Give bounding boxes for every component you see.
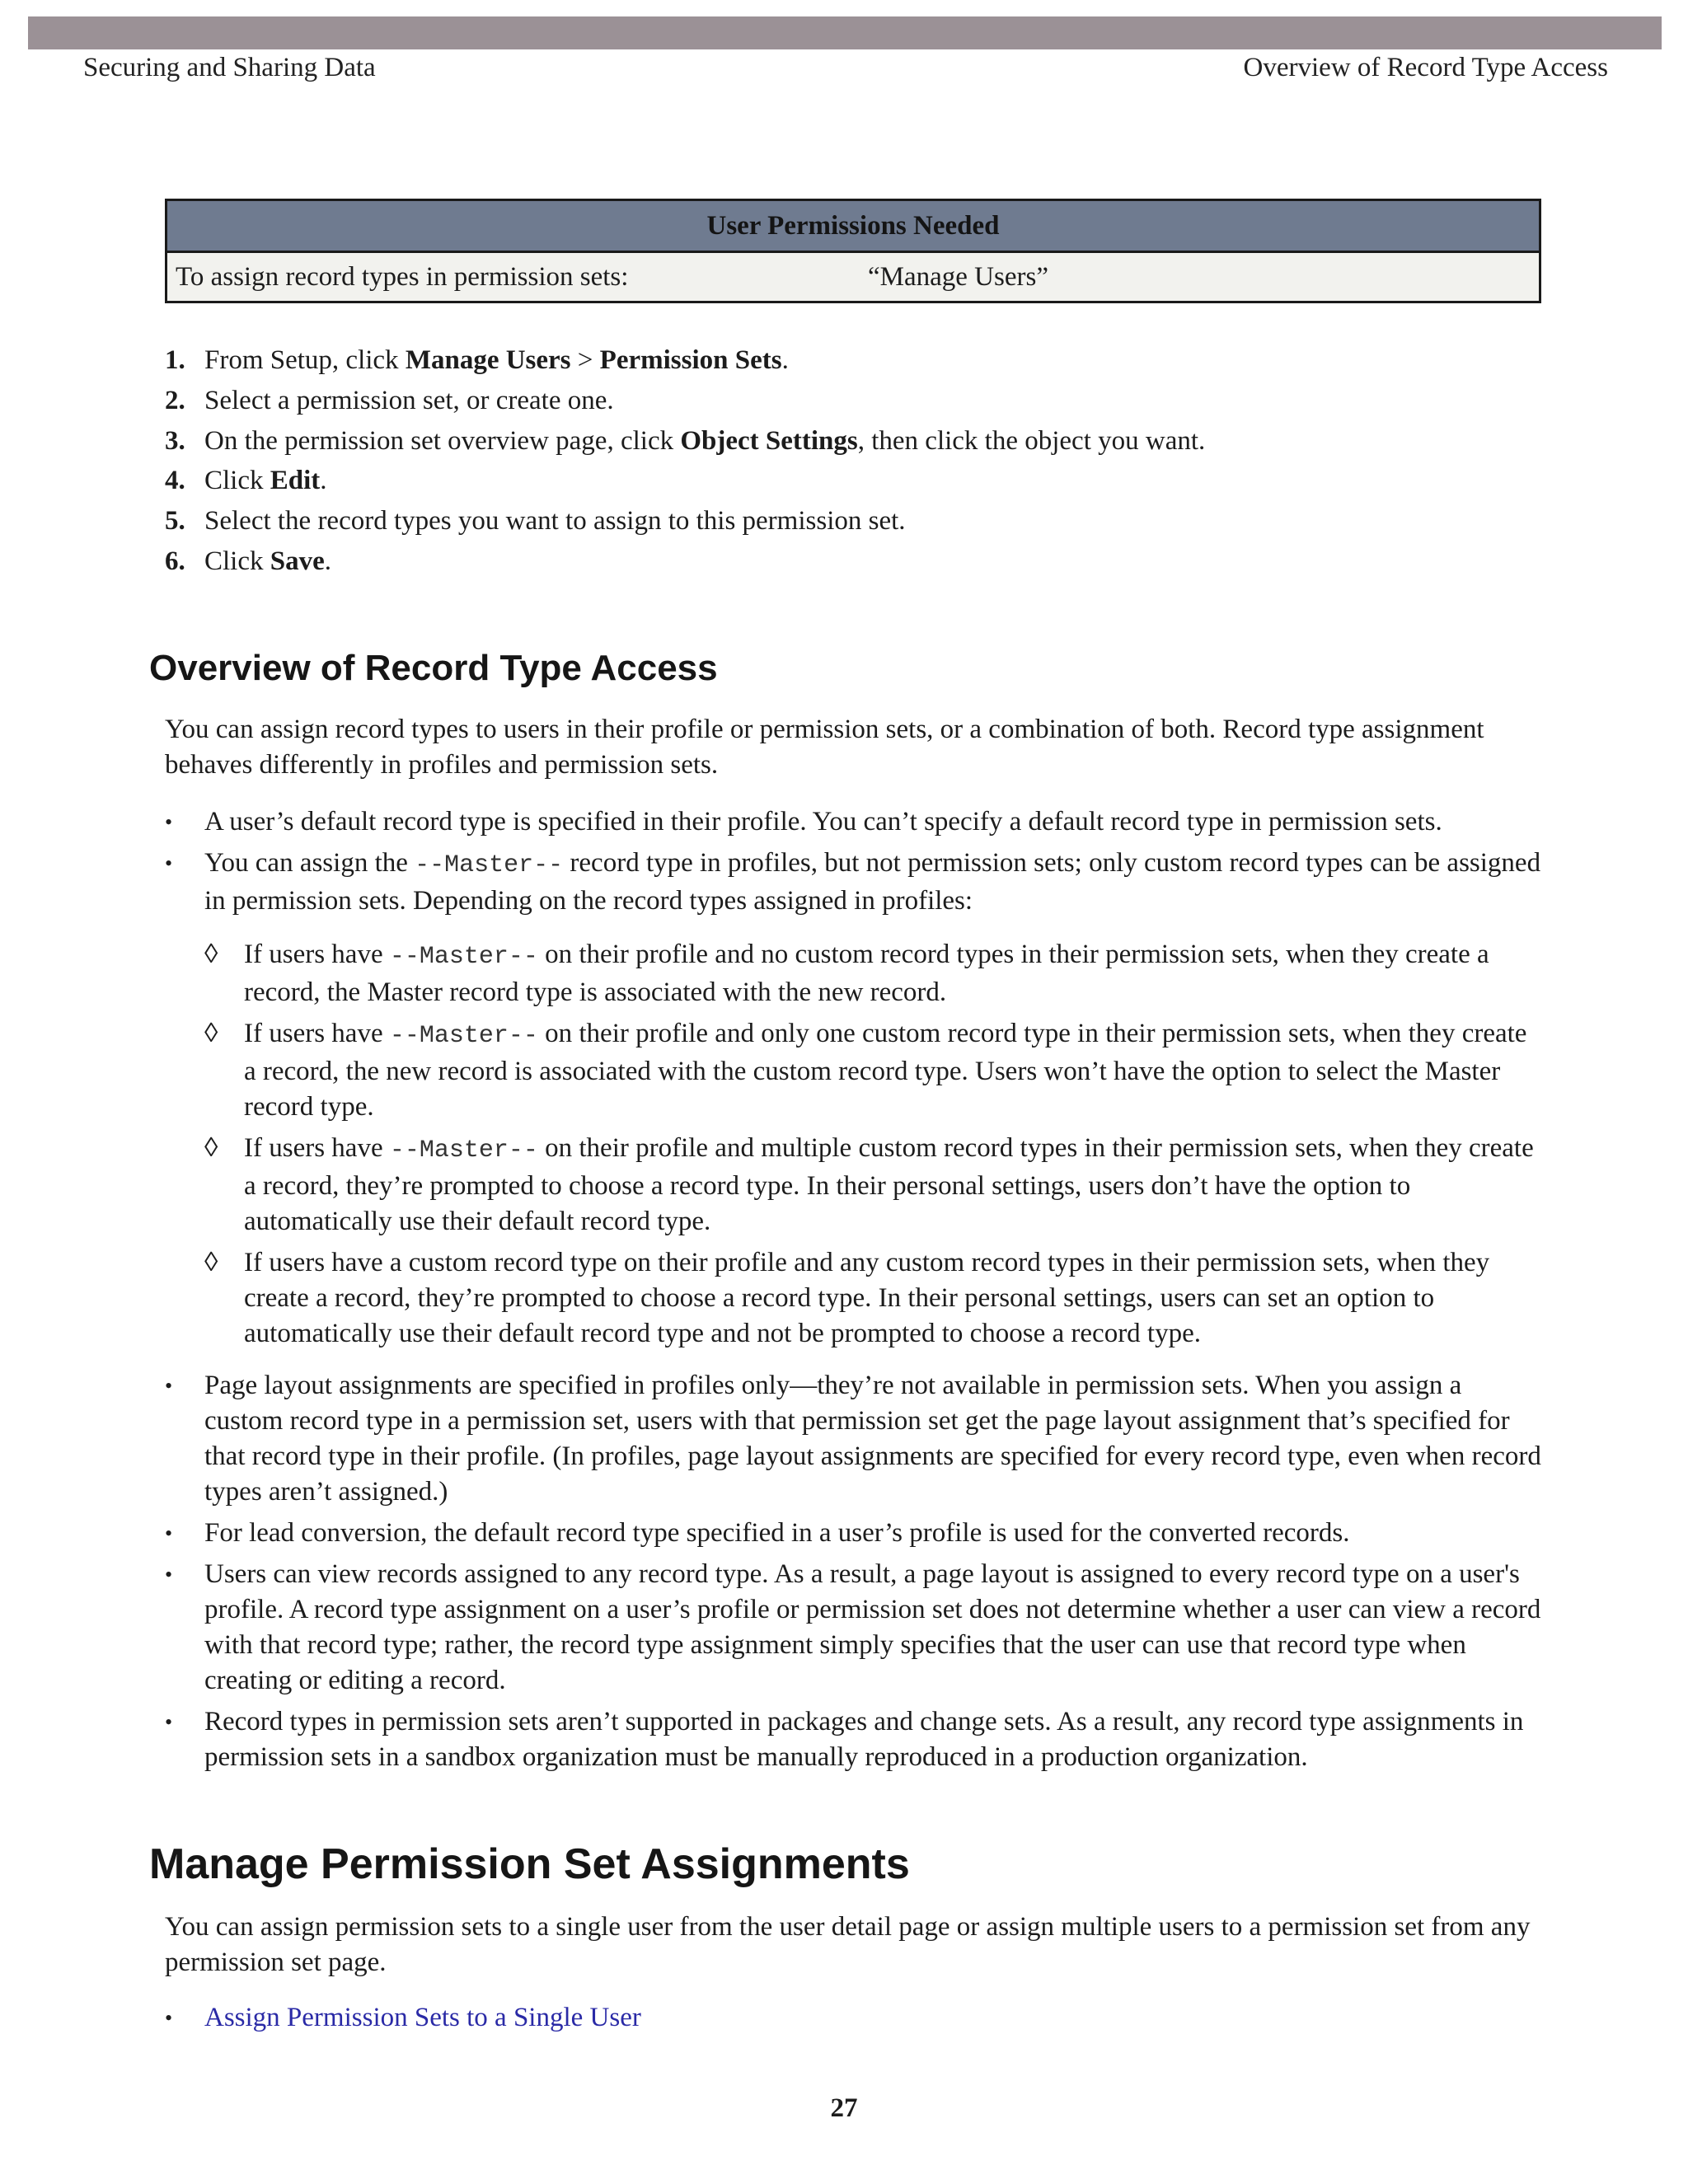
- top-bar: [28, 16, 1662, 49]
- list-item: • Page layout assignments are specified in profiles only—they’re not available in permission sets. When you assign a custom record type in a permission set, users with that permission set get the page layout assignment that’s specified for that record type in their profile. (In profiles, page layout assignments are specified for every record type, even when record types aren’t assigned.): [165, 1368, 1545, 1510]
- bullet-list: [165, 1368, 1545, 1781]
- page-number: 27: [830, 2093, 858, 2123]
- list-item: • For lead conversion, the default record type specified in a user’s profile is used for the converted records.: [165, 1516, 1545, 1551]
- sub-list-item: ◊ If users have --Master-- on their profile and no custom record types in their permission sets, when they create a record, the Master record type is associated with the new record.: [204, 937, 1545, 1010]
- code-master: --Master--: [389, 1137, 538, 1165]
- step-number: 6.: [165, 546, 185, 576]
- step-text: On the permission set overview page, click: [204, 425, 681, 456]
- assign-permission-sets-link[interactable]: Assign Permission Sets to a Single User: [204, 2003, 641, 2032]
- step-text: .: [324, 546, 331, 576]
- step-item: [165, 541, 1205, 582]
- ui-label: Edit: [270, 466, 321, 496]
- sub-list-item: ◊ If users have --Master-- on their profile and multiple custom record types in their permission sets, when they create a record, they’re prompted to choose a record type. In their personal settings, users don’t have the option to automatically use their default record type.: [204, 1131, 1545, 1240]
- step-item: [165, 421, 1205, 462]
- step-text: From Setup, click: [204, 345, 406, 375]
- code-master: --Master--: [415, 851, 564, 879]
- step-text: Select a permission set, or create one.: [204, 385, 614, 415]
- bullet-list: [165, 804, 1545, 925]
- step-item: [165, 340, 1205, 381]
- step-text: Select the record types you want to assign to this permission set.: [204, 506, 906, 537]
- step-item: [165, 501, 1205, 541]
- step-number: 3.: [165, 425, 185, 456]
- section-title-manage: Manage Permission Set Assignments: [149, 1840, 910, 1888]
- running-head-right: Overview of Record Type Access: [1243, 53, 1608, 82]
- permissions-table-heading: User Permissions Needed: [166, 200, 1540, 252]
- table-row: [166, 252, 1540, 302]
- step-number: 4.: [165, 466, 185, 496]
- ui-label: Object Settings: [680, 425, 858, 456]
- step-number: 2.: [165, 385, 185, 415]
- step-text: .: [781, 345, 789, 375]
- section-title-overview: Overview of Record Type Access: [149, 648, 718, 688]
- manage-intro: You can assign permission sets to a single user from the user detail page or assign multiple users to a permission set from any permission set page.: [165, 1912, 1531, 1977]
- step-text: Click: [204, 546, 270, 576]
- code-master: --Master--: [389, 943, 538, 971]
- list-item: • A user’s default record type is specified in their profile. You can’t specify a default record type in permission sets.: [165, 804, 1545, 840]
- link-list: [165, 2000, 1545, 2041]
- step-item: [165, 461, 1205, 501]
- step-number: 5.: [165, 506, 185, 537]
- list-item: • You can assign the --Master-- record type in profiles, but not permission sets; only custom record types can be assigned in permission sets. Depending on the record types assigned in profiles:: [165, 846, 1545, 919]
- list-item: • Users can view records assigned to any record type. As a result, a page layout is assigned to every record type on a user's profile. A record type assignment on a user’s profile or permission set does not determine whether a user can view a record with that record type; rather, the record type assignment simply specifies that the user can use that record type when creating or editing a record.: [165, 1557, 1545, 1699]
- step-text: >: [570, 345, 600, 375]
- overview-intro: You can assign record types to users in their profile or permission sets, or a combination of both. Record type assignment behaves differently in profiles and permission sets.: [165, 715, 1484, 780]
- permission-value: “Manage Users”: [860, 252, 1540, 302]
- list-item: • Record types in permission sets aren’t supported in packages and change sets. As a result, any record type assignments in permission sets in a sandbox organization must be manually reproduced in a production organization.: [165, 1704, 1545, 1775]
- sub-list-item: ◊ If users have a custom record type on their profile and any custom record types in their permission sets, when they create a record, they’re prompted to choose a record type. In their personal settings, users can set an option to automatically use their default record type and not be prompted to choose a record type.: [204, 1245, 1545, 1352]
- permissions-table: [165, 199, 1541, 303]
- steps-list: [165, 340, 1205, 582]
- step-text: , then click the object you want.: [857, 425, 1206, 456]
- step-number: 1.: [165, 345, 185, 375]
- step-item: [165, 381, 1205, 421]
- step-text: Click: [204, 466, 270, 496]
- ui-label: Permission Sets: [599, 345, 782, 375]
- ui-label: Save: [270, 546, 325, 576]
- sub-bullet-list: [204, 937, 1545, 1357]
- code-master: --Master--: [389, 1022, 538, 1050]
- step-text: .: [320, 466, 327, 496]
- sub-list-item: ◊ If users have --Master-- on their profile and only one custom record type in their permission sets, when they create a record, the new record is associated with the custom record type. Users won’t have the option to select the Master record type.: [204, 1016, 1545, 1125]
- ui-label: Manage Users: [405, 345, 571, 375]
- running-head-left: Securing and Sharing Data: [83, 53, 376, 82]
- list-item: [165, 2000, 1545, 2036]
- permission-label: To assign record types in permission sets:: [166, 252, 860, 302]
